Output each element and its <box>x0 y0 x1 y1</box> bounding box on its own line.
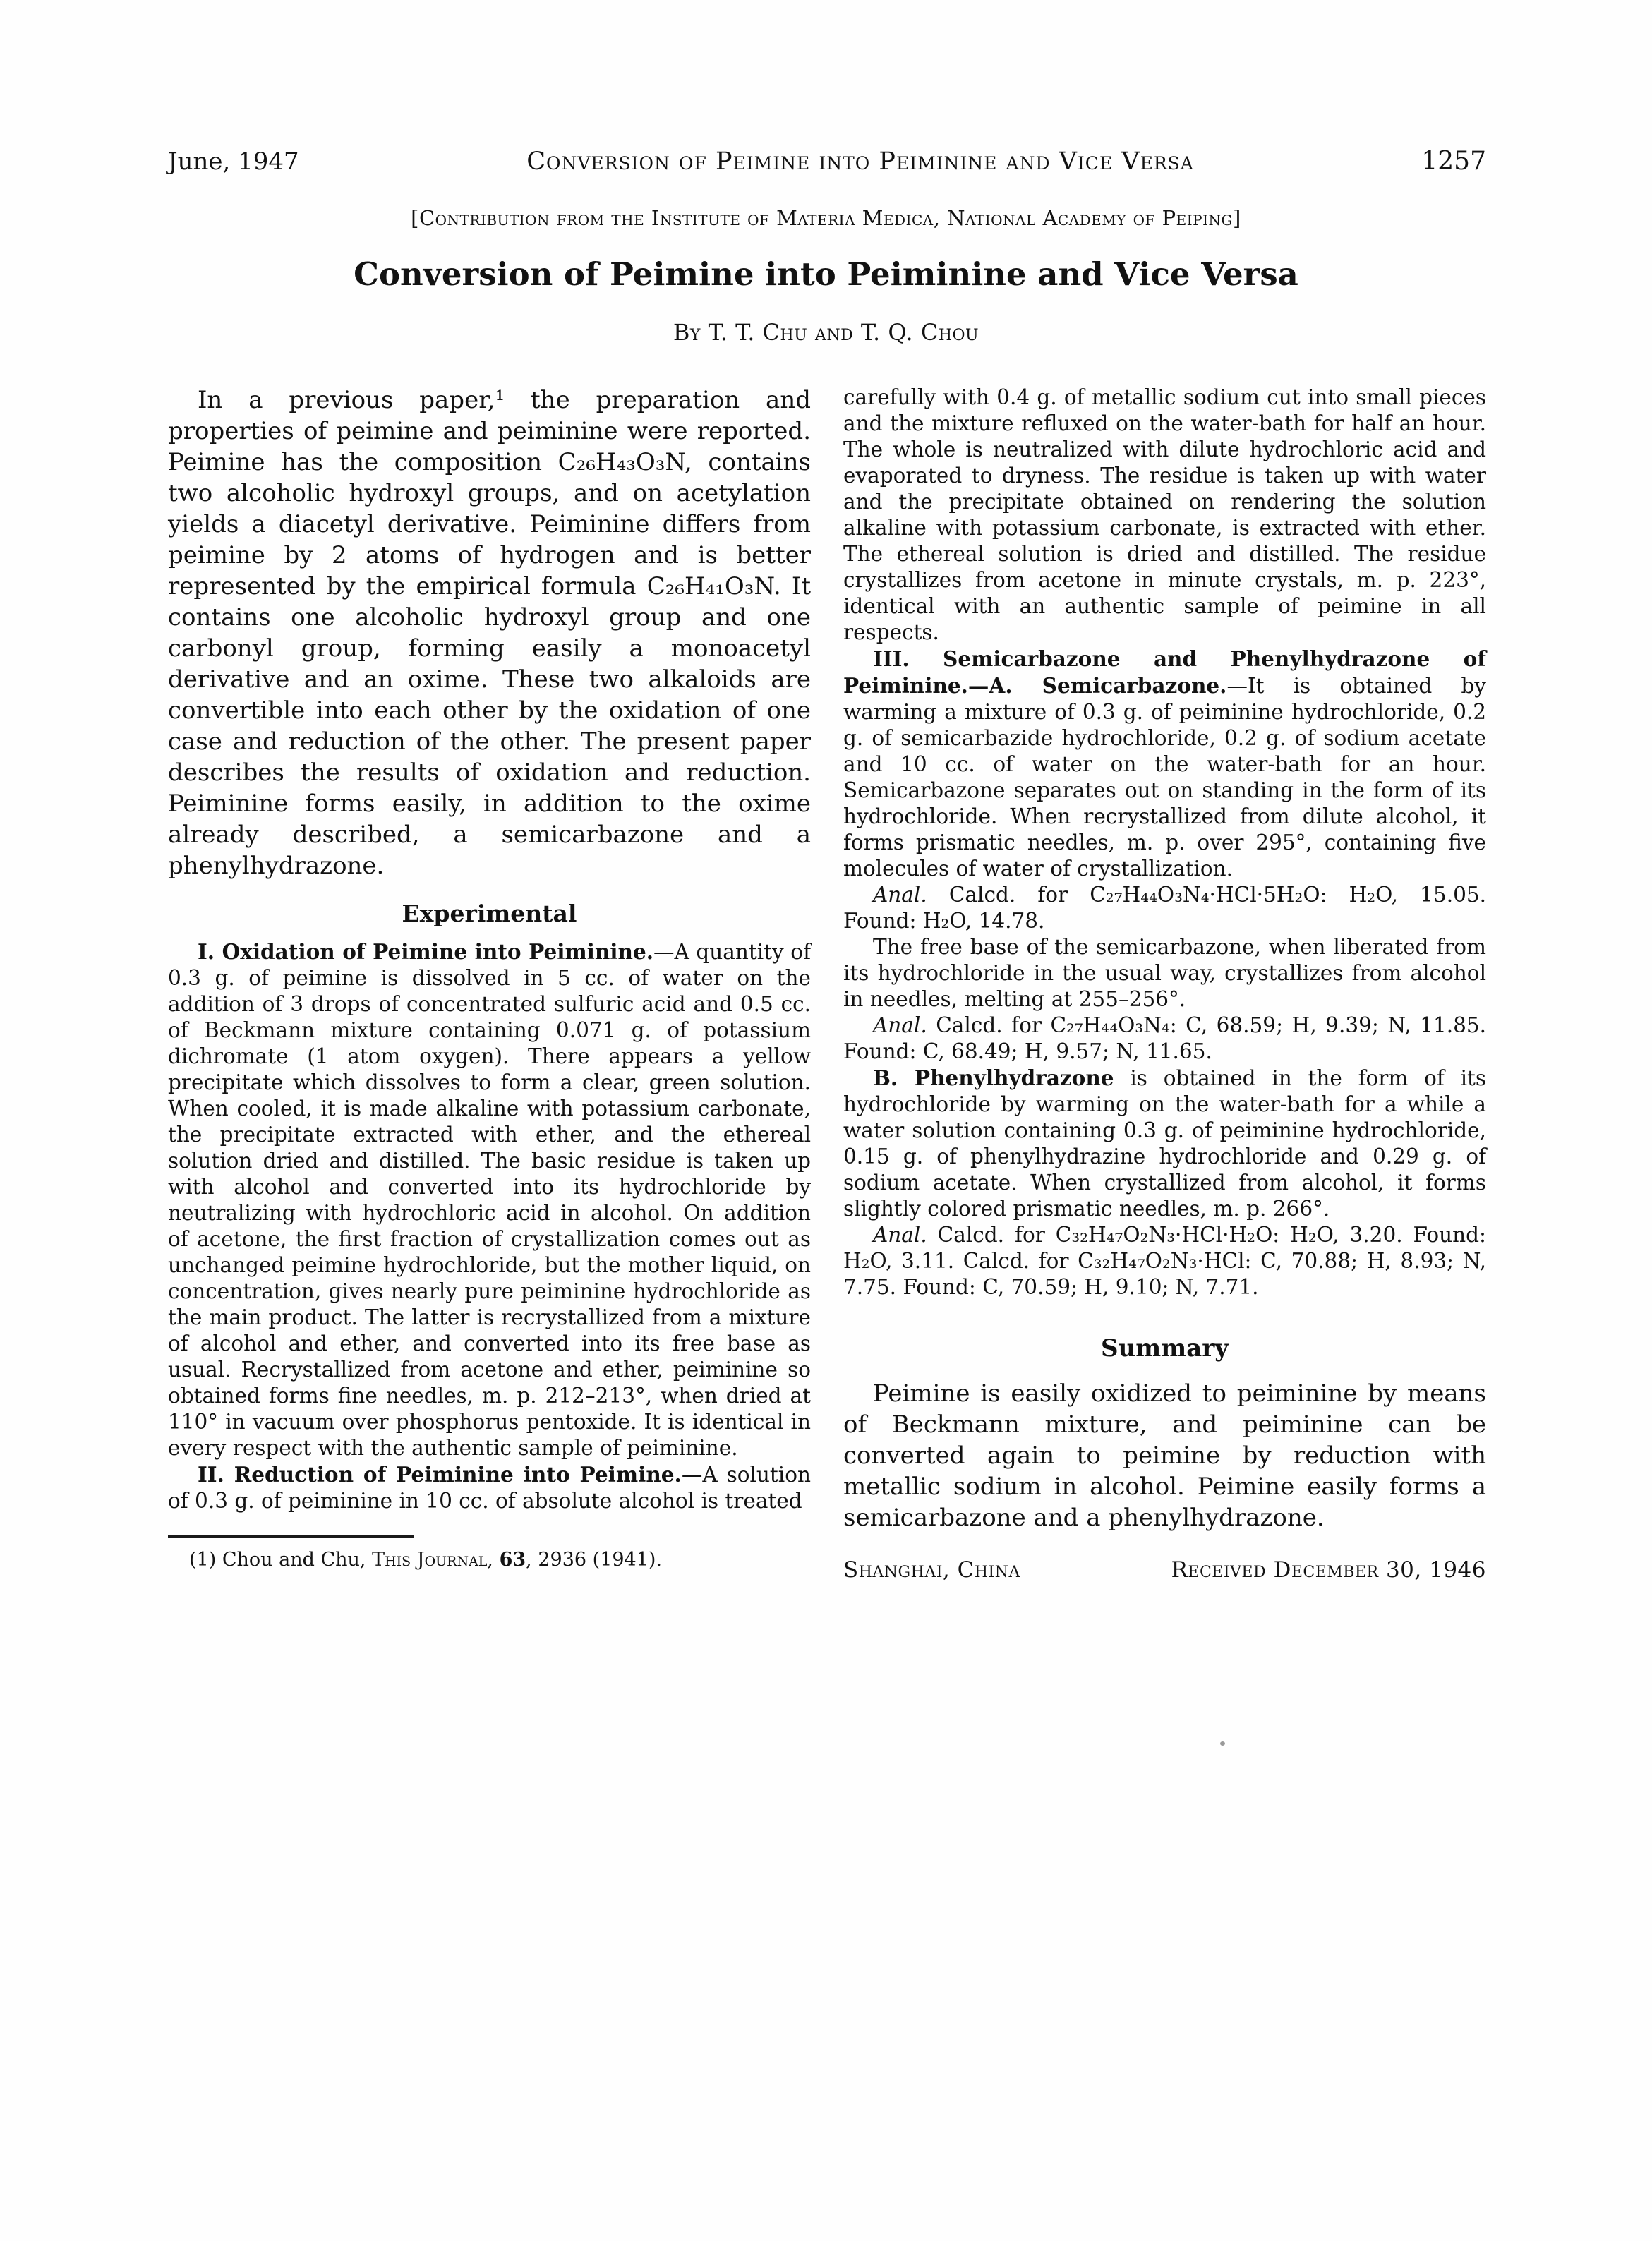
running-title: Conversion of Peimine into Peiminine and Vice Versa <box>526 147 1194 176</box>
free-base-paragraph: The free base of the semicarbazone, when liberated from its hydrochloride in the usual way, crystallizes from alcohol in needles, melting at 255–256°. <box>843 935 1486 1011</box>
footnote-1-volume: 63 <box>499 1549 526 1571</box>
section-3b-paragraph <box>843 1065 1486 1222</box>
summary-heading: Summary <box>1101 1334 1229 1363</box>
received-date: Received December 30, 1946 <box>1171 1557 1486 1583</box>
article-body <box>168 385 1486 1583</box>
scan-artifact-dot <box>1220 1741 1225 1746</box>
running-head <box>168 147 1486 176</box>
continuation-paragraph: carefully with 0.4 g. of metallic sodium cut into small pieces and the mixture refluxed on the water-bath for half an hour. The whole is neutralized with dilute hydrochloric acid and evaporated to dryness. The residue is taken up with water and the precipitate obtained on rendering the solution alkaline with potassium carbonate, is extracted with ether. The ethereal solution is dried and distilled. The residue crystallizes from acetone in minute crystals, m. p. 223°, identical with an authentic sample of peimine in all respects. <box>843 385 1486 644</box>
anal-2-text: Calcd. for C₂₇H₄₄O₃N₄: C, 68.59; H, 9.39; N, 11.85. Found: C, 68.49; H, 9.57; N, 11.65. <box>843 1013 1486 1063</box>
section-3-text: —It is obtained by warming a mixture of 0.3 g. of peiminine hydrochloride, 0.2 g. of semicarbazide hydrochloride, 0.2 g. of sodium acetate and 10 cc. of water on the water-bath for an hour. Semicarbazone separates out on standing in the form of its hydrochloride. When recrystallized from dilute alcohol, it forms prismatic needles, m. p. over 295°, containing five molecules of water of crystallization. <box>843 674 1486 881</box>
section-2-paragraph <box>168 1461 811 1514</box>
anal-3-paragraph <box>843 1222 1486 1300</box>
experimental-heading: Experimental <box>402 900 577 927</box>
page-number: 1257 <box>1421 147 1486 176</box>
anal-1-label: Anal. <box>873 883 927 907</box>
section-2-text: —A solution of 0.3 g. of peiminine in 10 cc. of absolute alcohol is treated <box>168 1463 811 1513</box>
footnote-1 <box>168 1548 811 1572</box>
right-column <box>843 385 1486 1583</box>
footnote-rule <box>168 1535 414 1538</box>
section-1-paragraph <box>168 938 811 1461</box>
section-1-text: —A quantity of 0.3 g. of peimine is dissolved in 5 cc. of water on the addition of 3 drops of concentrated sulfuric acid and 0.5 cc. of Beckmann mixture containing 0.071 g. of potassium dichromate (1 atom oxygen). There appears a yellow precipitate which dissolves to form a clear, green solution. When cooled, it is made alkaline with potassium carbonate, the precipitate extracted with ether, and the ethereal solution dried and distilled. The basic residue is taken up with alcohol and converted into its hydrochloride by neutralizing with hydrochloric acid in alcohol. On addition of acetone, the first fraction of crystallization comes out as unchanged peimine hydrochloride, but the mother liquid, on concentration, gives nearly pure peiminine hydrochloride as the main product. The latter is recrystallized from a mixture of alcohol and ether, and converted into its free base as usual. Recrystallized from acetone and ether, peiminine so obtained forms fine needles, m. p. 212–213°, when dried at 110° in vacuum over phosphorus pentoxide. It is identical in every respect with the authentic sample of peiminine. <box>168 940 811 1460</box>
anal-3-text: Calcd. for C₃₂H₄₇O₂N₃·HCl·H₂O: H₂O, 3.20. Found: H₂O, 3.11. Calcd. for C₃₂H₄₇O₂N₃·HCl: C, 70.88; H, 8.93; N, 7.75. Found: C, 70.59; H, 9.10; N, 7.71. <box>843 1223 1486 1299</box>
article-title: Conversion of Peimine into Peiminine and Vice Versa <box>354 255 1298 293</box>
summary-paragraph: Peimine is easily oxidized to peiminine by means of Beckmann mixture, and peiminine can be converted again to peimine by reduction with metallic sodium in alcohol. Peimine easily forms a semicarbazone and a phenylhydrazone. <box>843 1379 1486 1532</box>
footnote-1-post: , 2936 (1941). <box>526 1549 662 1571</box>
anal-1-text: Calcd. for C₂₇H₄₄O₃N₄·HCl·5H₂O: H₂O, 15.05. Found: H₂O, 14.78. <box>843 883 1486 933</box>
anal-2-paragraph <box>843 1013 1486 1065</box>
footnote-1-journal: This Journal, <box>372 1549 500 1571</box>
section-2-heading: II. Reduction of Peiminine into Peimine. <box>198 1462 682 1487</box>
intro-paragraph: In a previous paper,¹ the preparation and properties of peimine and peiminine were reported. Peimine has the composition C₂₆H₄₃O₃N, contains two alcoholic hydroxyl groups, and on acetylation yields a diacetyl derivative. Peiminine differs from peimine by 2 atoms of hydrogen and is better represented by the empirical formula C₂₆H₄₁O₃N. It contains one alcoholic hydroxyl group and one carbonyl group, forming easily a monoacetyl derivative and an oxime. These two alkaloids are convertible into each other by the oxidation of one case and reduction of the other. The present paper describes the results of oxidation and reduction. Peiminine forms easily, in addition to the oxime already described, a semicarbazone and a phenylhydrazone. <box>168 386 811 880</box>
section-3-heading: III. Semicarbazone and Phenylhydrazone of Peiminine.—A. Semicarbazone. <box>843 646 1486 698</box>
author-location: Shanghai, China <box>843 1557 1020 1583</box>
contribution-line: [Contribution from the Institute of Materia Medica, National Academy of Peiping] <box>411 206 1241 230</box>
section-3-paragraph <box>843 646 1486 882</box>
left-column <box>168 385 811 1583</box>
section-3b-text: is obtained in the form of its hydrochloride by warming on the water-bath for a while a water solution containing 0.3 g. of peiminine hydrochloride, 0.15 g. of phenylhydrazine hydrochloride and 0.29 g. of sodium acetate. When crystallized from alcohol, it forms slightly colored prismatic needles, m. p. 266°. <box>843 1066 1486 1221</box>
section-3b-heading: B. Phenylhydrazone <box>873 1065 1114 1090</box>
issue-date: June, 1947 <box>168 147 299 176</box>
anal-1-paragraph <box>843 882 1486 934</box>
anal-3-label: Anal. <box>873 1223 927 1247</box>
footnote-1-pre: (1) Chou and Chu, <box>189 1549 373 1571</box>
article-footer <box>843 1557 1486 1583</box>
anal-2-label: Anal. <box>873 1013 927 1037</box>
section-1-heading: I. Oxidation of Peimine into Peiminine. <box>198 939 654 964</box>
footnote-block <box>168 1535 811 1572</box>
byline: By T. T. Chu and T. Q. Chou <box>673 319 979 346</box>
